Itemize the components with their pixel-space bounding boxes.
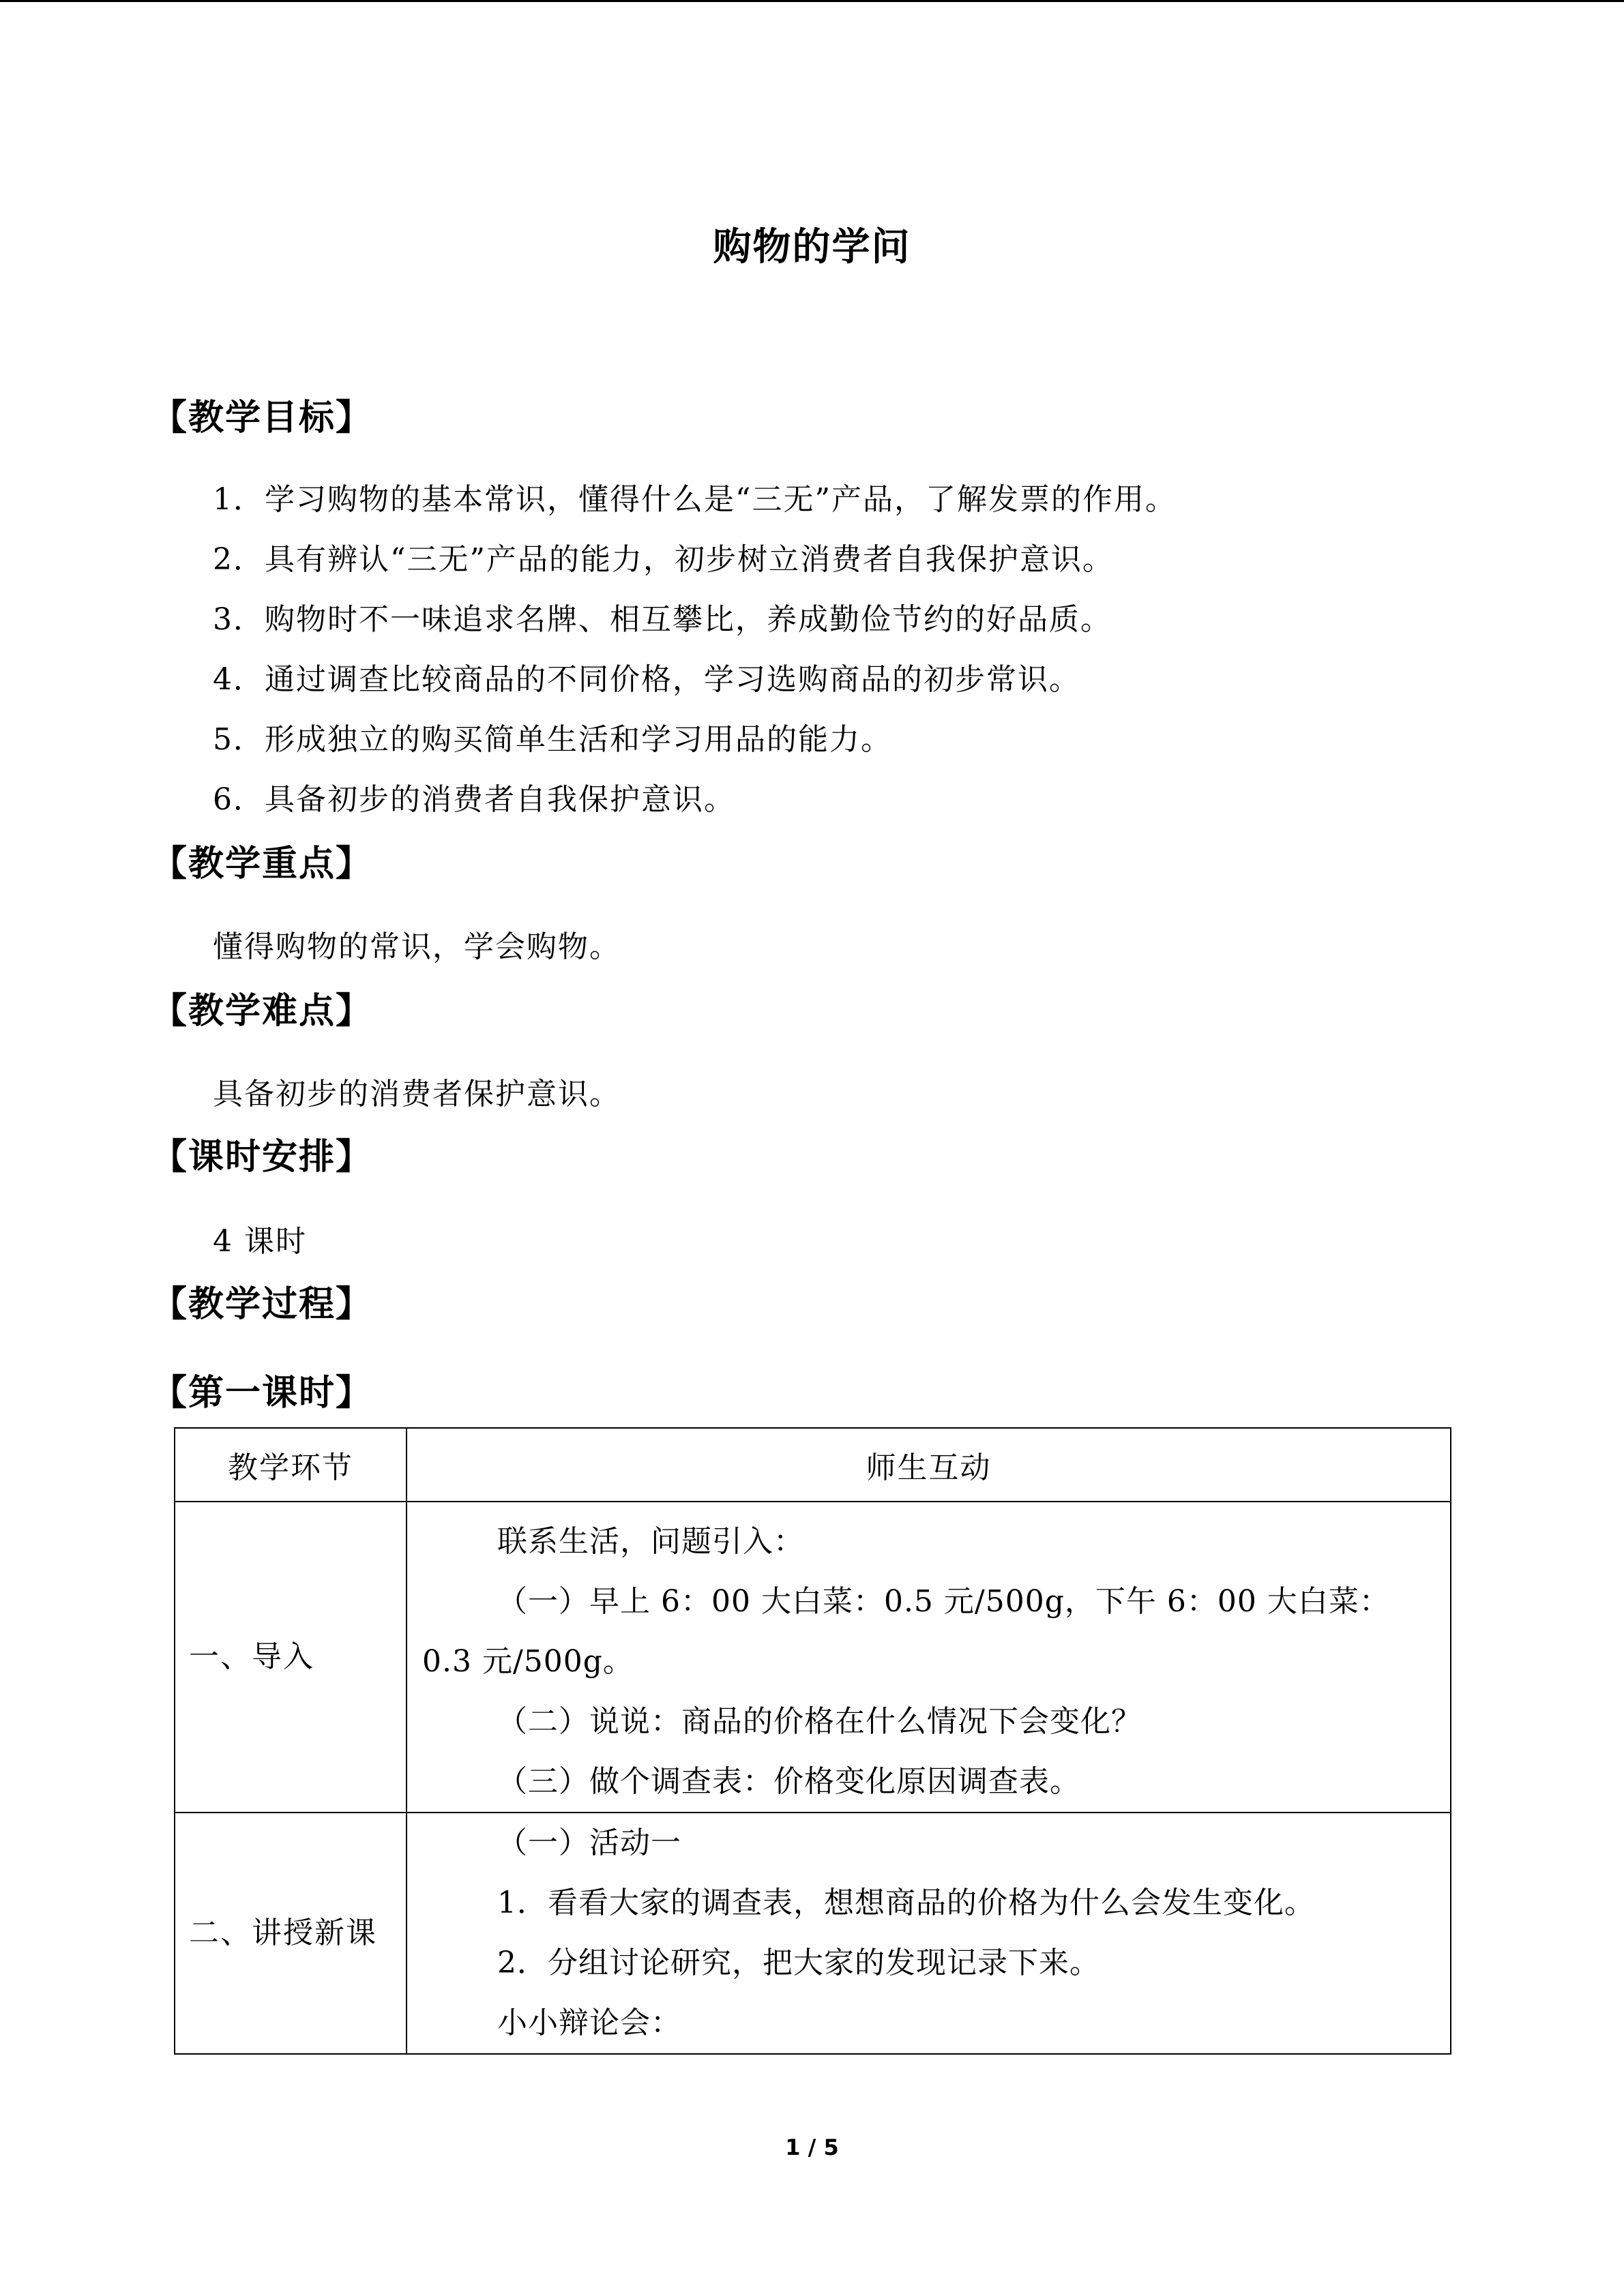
heading-teaching-goals: 【教学目标】 <box>151 398 373 438</box>
goal-item: 4．通过调查比较商品的不同价格，学习选购商品的初步常识。 <box>213 662 1080 697</box>
stage-cell: 一、导入 <box>175 1502 407 1813</box>
table-row <box>175 1502 1451 1813</box>
interaction-line: （三）做个调查表：价格变化原因调查表。 <box>497 1764 1080 1799</box>
lesson-table <box>174 1427 1451 2055</box>
table-header-row <box>175 1428 1451 1502</box>
interaction-cell <box>407 1813 1451 2054</box>
interaction-line: 2．分组讨论研究，把大家的发现记录下来。 <box>497 1945 1100 1980</box>
goal-item: 2．具有辨认“三无”产品的能力，初步树立消费者自我保护意识。 <box>213 542 1114 577</box>
page-top-border <box>0 0 1624 2</box>
goal-item: 6．具备初步的消费者自我保护意识。 <box>213 782 735 817</box>
goal-item: 3．购物时不一味追求名牌、相互攀比，养成勤俭节约的好品质。 <box>213 602 1112 637</box>
stage-cell: 二、讲授新课 <box>175 1813 407 2054</box>
interaction-line: （一）活动一 <box>497 1825 681 1860</box>
goal-item: 1．学习购物的基本常识，懂得什么是“三无”产品，了解发票的作用。 <box>213 482 1177 517</box>
schedule-text: 4 课时 <box>213 1224 307 1259</box>
page-title: 购物的学问 <box>713 225 911 269</box>
heading-process: 【教学过程】 <box>151 1284 373 1325</box>
page-indicator: 1 / 5 <box>785 2134 839 2160</box>
interaction-line: 1．看看大家的调查表，想想商品的价格为什么会发生变化。 <box>497 1885 1315 1920</box>
table-header-interaction: 师生互动 <box>407 1428 1451 1502</box>
interaction-line: （一）早上 6：00 大白菜：0.5 元/500g，下午 6：00 大白菜：0.3 元/500g。 <box>422 1584 1390 1679</box>
interaction-line: （二）说说：商品的价格在什么情况下会变化？ <box>497 1704 1142 1739</box>
interaction-line: 小小辩论会： <box>497 2006 681 2040</box>
goal-item: 5．形成独立的购买简单生活和学习用品的能力。 <box>213 722 892 757</box>
interaction-cell <box>407 1502 1451 1813</box>
heading-schedule: 【课时安排】 <box>151 1137 373 1178</box>
table-row <box>175 1813 1451 2054</box>
heading-key-points: 【教学重点】 <box>151 844 373 884</box>
heading-lesson-1: 【第一课时】 <box>151 1373 373 1414</box>
interaction-line: 联系生活，问题引入： <box>497 1524 804 1559</box>
table-header-stage: 教学环节 <box>175 1428 407 1502</box>
heading-difficulties: 【教学难点】 <box>151 991 373 1032</box>
key-points-text: 懂得购物的常识，学会购物。 <box>213 929 621 964</box>
difficulties-text: 具备初步的消费者保护意识。 <box>213 1077 621 1112</box>
